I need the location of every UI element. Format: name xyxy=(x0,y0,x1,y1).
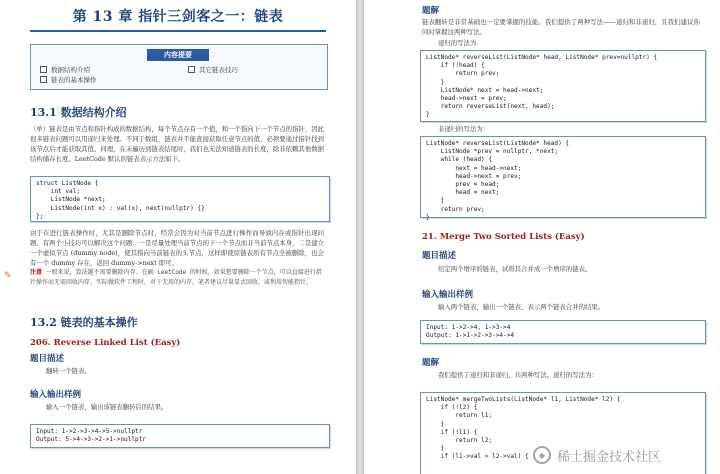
code-text: ListNode* mergeTwoLists(ListNode* l1, ListNode* l2) { if (!l2) { return l1; } if (!l1) { return l2; } if (l1->val > l2->val) { xyxy=(426,396,621,461)
checkbox-icon xyxy=(188,66,195,73)
code-text: ListNode* reverseList(ListNode* head, ListNode* prev=nullptr) { if (!head) { return prev; } ListNode* next = head->next; head->next = prev; return reverseList(next, head); } xyxy=(426,54,658,119)
note-text: 一般来说，算法题不需要删除内存。在刷 LeetCode 的时候，如果想要删除一个节点，可以直接进行指针操作而无需回收内存。实际做软件工程时，对于无用的内存，笔者建议尽量显式回收，或利用智能指针。 xyxy=(30,269,322,286)
watermark xyxy=(533,443,713,467)
subheading: 题解 xyxy=(422,6,440,16)
paragraph: 翻转一个链表。 xyxy=(46,367,91,375)
checkbox-icon xyxy=(40,76,47,83)
code-text: ListNode* reverseList(ListNode* head) { ListNode *prev = nullptr, *next; while (head) { next = head->next; head->next = prev; prev = head; head = next; } return prev; } xyxy=(426,140,570,221)
paragraph: 非递归的写法为： xyxy=(438,125,490,133)
note xyxy=(30,268,324,288)
pencil-icon: ✎ xyxy=(4,271,12,281)
checkbox-icon xyxy=(40,66,47,73)
code-block xyxy=(420,136,706,221)
paragraph: 输入一个链表，输出该链表翻转后的结果。 xyxy=(46,403,168,411)
subheading: 题目描述 xyxy=(422,251,457,261)
code-block xyxy=(420,50,706,122)
book-gutter xyxy=(356,0,364,474)
section-heading: 13.1 数据结构介绍 xyxy=(30,106,127,119)
summary-item: 数据结构介绍 xyxy=(40,65,90,74)
paragraph: 由于在进行链表操作时，尤其是删除节点时，经常会因为对当前节点进行操作而导致内存或指针出现问题。有两个小技巧可以解决这个问题：一是尽量处理当前节点的下一个节点而非当前节点本身，二是建立一个虚拟节点 (dummy node)，使其指向当前链表的头节点，这样即使原链表所有节点全被删除，也会有一个 dummy 存在，返回 dummy->next 即可。 xyxy=(30,229,324,267)
code-text: struct ListNode { int val; ListNode *next; ListNode(int x) : val(x), next(nullptr) {} }; xyxy=(36,180,205,220)
code-text: Input: 1->2->4, 1->3->4 Output: 1->1->2->3->4->4 xyxy=(426,324,515,340)
subheading: 输入输出样例 xyxy=(30,390,82,400)
paragraph: 递归的写法为： xyxy=(438,39,483,47)
code-block xyxy=(420,320,706,344)
juejin-logo-icon: ◆ xyxy=(533,446,551,464)
left-page xyxy=(0,0,356,474)
chapter-title: 第 13 章 指针三剑客之一：链表 xyxy=(72,9,284,25)
section-heading: 13.2 链表的基本操作 xyxy=(30,316,138,329)
summary-item: 其它链表技巧 xyxy=(188,65,238,74)
chapter-rule xyxy=(30,30,326,32)
paragraph: （单）链表是由节点和指针构成的数据结构，每个节点存有一个值，和一个指向下一个节点的指针，因此很多链表问题可以用递归来处理。不同于数组，链表并不能直接获取任意节点的值，必须要通过指针找到该节点后才能获取其值。同理，在未遍历到链表结尾时，我们也无法知道链表的长度，除非依赖其他数据结构储存长度。LeetCode 默认的链表表示方法如下。 xyxy=(30,125,324,163)
subheading: 题解 xyxy=(422,358,440,368)
paragraph: 给定两个增序的链表，试将其合并成一个增序的链表。 xyxy=(438,265,592,273)
code-block xyxy=(30,176,330,222)
right-page xyxy=(364,0,720,474)
watermark-text: 稀土掘金技术社区 xyxy=(557,449,662,465)
subheading: 题目描述 xyxy=(30,354,65,364)
summary-item: 链表的基本操作 xyxy=(40,75,97,84)
problem-title: 206. Reverse Linked List (Easy) xyxy=(30,338,181,348)
subheading: 输入输出样例 xyxy=(422,290,474,300)
paragraph: 我们提供了递归和非递归，共两种写法。递归的写法为： xyxy=(438,371,598,379)
problem-title: 21. Merge Two Sorted Lists (Easy) xyxy=(422,232,585,242)
paragraph: 输入两个链表，输出一个链表，表示两个链表合并的结果。 xyxy=(438,303,605,311)
code-block xyxy=(30,424,330,448)
note-tag: 注意 xyxy=(30,269,43,276)
paragraph: 链表翻转是非常基础也一定要掌握的技能。我们提供了两种写法——递归和非递归，且我们建议你同时掌握这两种写法。 xyxy=(422,18,700,36)
code-text: Input: 1->2->3->4->5->nullptr Output: 5->4->3->2->1->nullptr xyxy=(36,428,147,444)
summary-label: 内容提要 xyxy=(147,49,209,61)
